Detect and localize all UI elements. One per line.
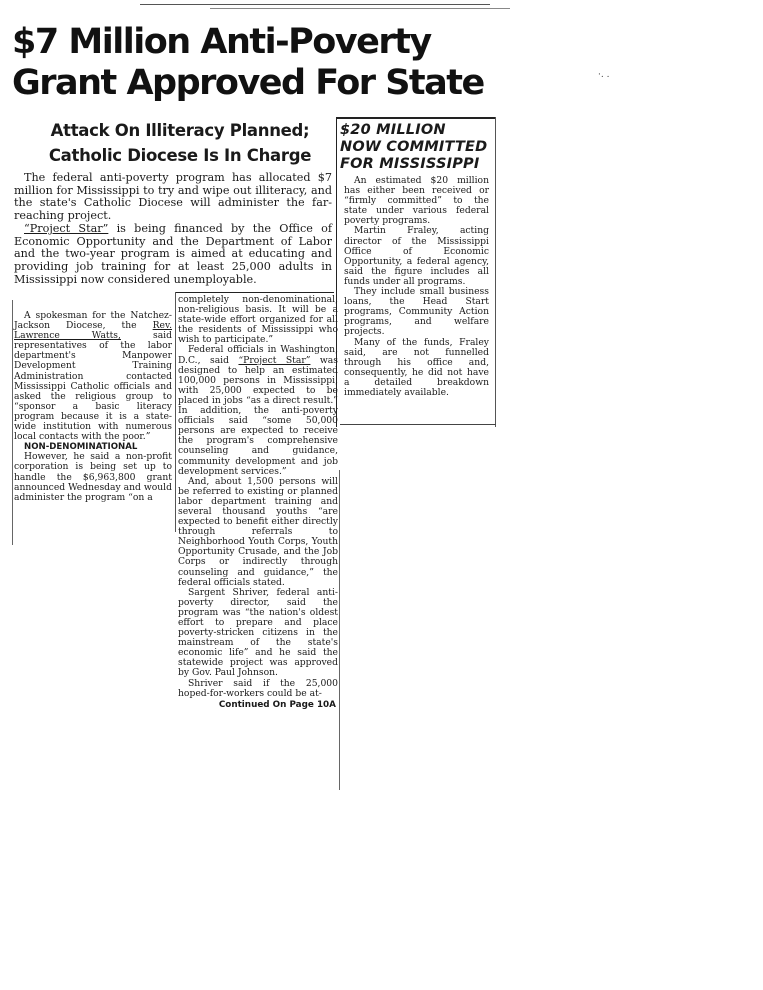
column-2-paragraph-5: Shriver said if the 25,000 hoped-for-workers could be at- — [178, 677, 338, 699]
column-2-paragraph-3: And, about 1,500 persons will be referred to existing or planned labor department training and several thousand youths “are expected to benefit either directly through referrals to Neighborhood Youth Corps, Youth Opportunity Crusade, and the Job Corps or indirectly through counseling and guidance,” the federal officials stated. — [178, 475, 338, 588]
column-top-rule — [176, 292, 334, 293]
clipping-top-edge — [140, 4, 490, 5]
column-1-paragraph-2: However, he said a non-profit corporation is being set up to handle the $6,963,800 grant announced Wednesday and would administer the program “on a — [14, 451, 172, 503]
headline-line-1: $7 Million Anti-Poverty — [12, 22, 431, 62]
column-1-paragraph-1-rest: said representatives of the labor department's Manpower Development Training Administration contacted Mississippi Catholic officials and asked the religious group to “sponsor a basic literacy program because it is a state-wide institution with numerous local contacts with the poor.” — [14, 330, 172, 443]
column-2-paragraph-4: Sargent Shriver, federal anti-poverty director, said the program was “the nation's oldest effort to prepare and place poverty-stricken citizens in the mainstream of the state's economic life” and he said the statewide project was approved by Gov. Paul Johnson. — [178, 586, 338, 679]
lead-paragraph-2 — [14, 223, 332, 287]
sidebar-paragraph: Many of the funds, Fraley said, are not funnelled through his office and, consequently, he did not have a detailed breakdown immediately available. — [344, 336, 489, 398]
sidebar-bottom-rule — [340, 424, 496, 425]
clipping-left-edge — [12, 300, 13, 545]
subheadline-line-2: Catholic Diocese Is In Charge — [48, 146, 312, 165]
continued-jump-line: Continued On Page 10A — [218, 699, 336, 710]
sidebar-paragraph: Martin Fraley, acting director of the Mississippi Office of Economic Opportunity, a federal agency, said the figure includes all funds under all programs. — [344, 225, 489, 287]
article-headline — [12, 22, 492, 104]
stray-marks: ·. . — [598, 70, 610, 80]
column-1-paragraph-1-start: A spokesman for the Natchez-Jackson Diocese, the — [14, 310, 172, 332]
sidebar-paragraph: An estimated $20 million has either been received or “firmly committed” to the state under various federal poverty programs. — [344, 175, 489, 227]
sidebar-paragraph: They include small business loans, the Head Start programs, Community Action programs, and welfare projects. — [344, 286, 489, 338]
column-2-paragraph-1: completely non-denominational, non-religious basis. It will be a state-wide effort organized for all the residents of Mississippi who wish to participate.” — [178, 294, 338, 346]
sidebar-top-rule — [336, 117, 496, 119]
section-subhead: NON-DENOMINATIONAL — [24, 442, 138, 453]
clipping-top-edge-inner — [210, 8, 510, 9]
article-column-1 — [14, 311, 172, 503]
project-name: “Project Star” — [24, 221, 109, 235]
column-divider-rule — [175, 292, 176, 532]
subheadline-line-1: Attack On Illiteracy Planned; — [50, 121, 310, 140]
column-2-paragraph-2 — [178, 345, 338, 476]
lead-paragraph-1: The federal anti-poverty program has allocated $7 million for Mississippi to try and wipe out illiteracy, and the state's Catholic Diocese will administer the far-reaching project. — [14, 171, 332, 223]
sidebar-right-rule — [495, 117, 496, 427]
lead-paragraph-2-text: is being financed by the Office of Economic Opportunity and the Department of Labor and the two-year program is aimed at educating and providing job training for at least 25,000 adults in Mississippi now considered unemployable. — [14, 221, 333, 286]
sidebar-headline — [340, 122, 495, 173]
article-lead — [14, 172, 332, 286]
sidebar-headline-line-2: NOW COMMITTED — [340, 139, 488, 155]
article-subheadline — [30, 118, 330, 168]
sidebar-headline-line-1: $20 MILLION — [340, 122, 446, 138]
headline-line-2: Grant Approved For State — [12, 63, 484, 103]
clipping-right-edge — [339, 470, 340, 790]
column-2-paragraph-2-start: Federal officials in Washington, D.C., said — [178, 344, 338, 366]
sidebar-headline-line-3: FOR MISSISSIPPI — [340, 156, 480, 172]
project-name-2: “Project Star” — [238, 354, 311, 366]
sidebar-body — [344, 176, 489, 398]
article-column-2 — [178, 295, 338, 710]
column-1-paragraph-1 — [14, 311, 172, 442]
column-2-paragraph-2-rest: was designed to help an estimated 100,000 persons in Mississippi, with 25,000 expected to be placed in jobs “as a direct result.” In addition, the anti-poverty officials said “some 50,000 persons are expected to receive the program's comprehensive counseling and guidance, community development and job development services.” — [178, 354, 338, 477]
spokesman-name: Rev. Lawrence Watts, — [14, 320, 172, 342]
